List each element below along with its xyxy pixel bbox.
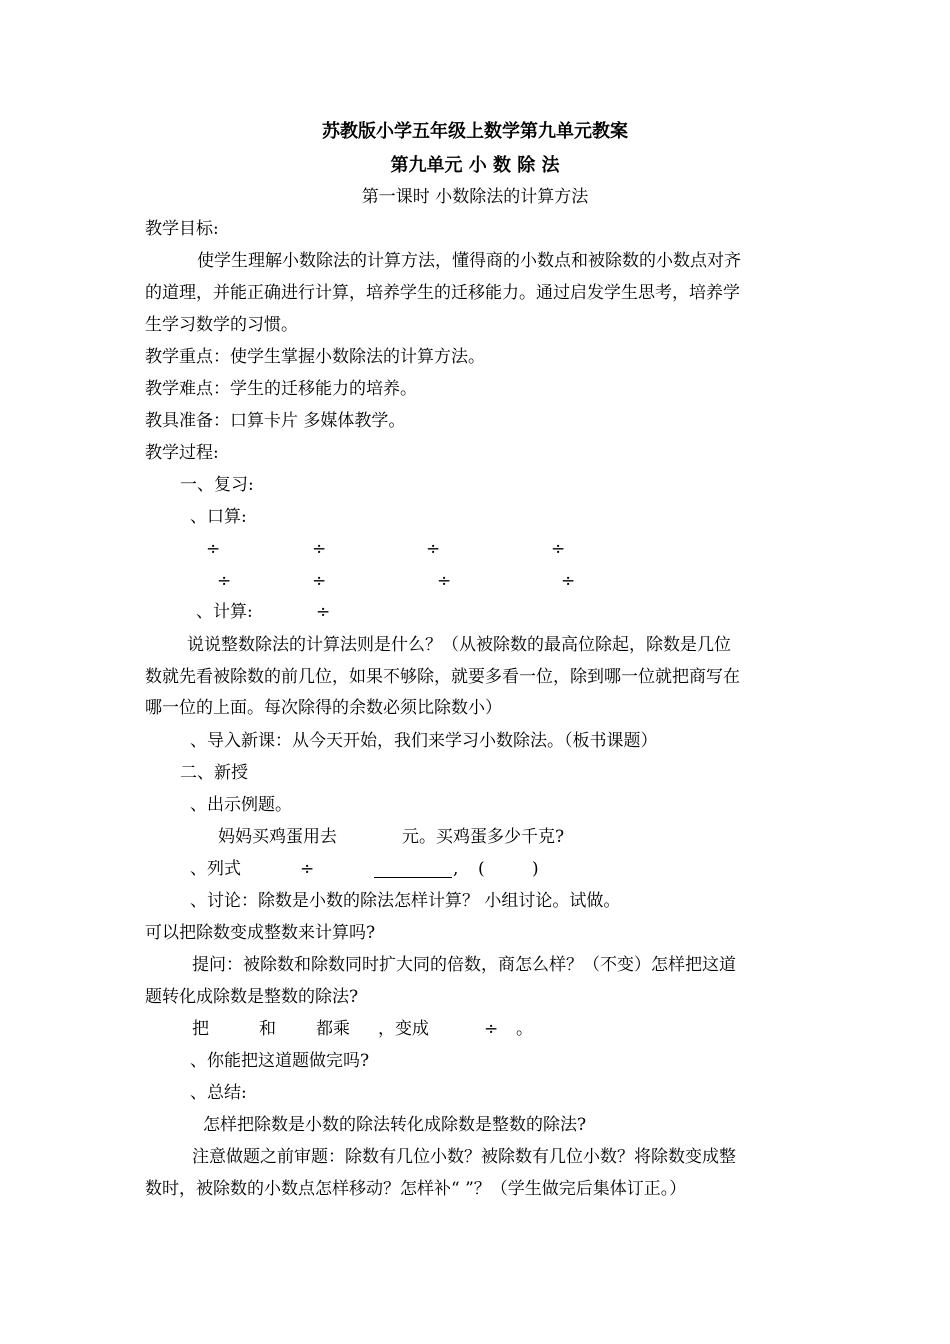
answer-blank bbox=[374, 876, 452, 878]
division-sign: ÷ bbox=[300, 859, 315, 879]
example-heading: 、出示例题。 bbox=[190, 795, 292, 815]
teaching-tools: 教具准备：口算卡片 多媒体教学。 bbox=[145, 411, 406, 431]
key-point: 教学重点：使学生掌握小数除法的计算方法。 bbox=[145, 347, 485, 367]
difficulty: 教学难点：学生的迁移能力的培养。 bbox=[145, 379, 417, 399]
fill-text: ，变成 bbox=[378, 1019, 429, 1039]
process-heading: 教学过程: bbox=[145, 443, 219, 463]
fill-text: 。 bbox=[516, 1019, 533, 1039]
rule-line: 数就先看被除数的前几位，如果不够除，就要多看一位，除到哪一位就把商写在 bbox=[145, 667, 740, 687]
paren-close: ) bbox=[532, 859, 539, 879]
oral-calc-heading: 、口算: bbox=[190, 507, 247, 527]
paren-open: ( bbox=[478, 859, 485, 879]
note-line: 注意做题之前审题：除数有几位小数？被除数有几位小数？将除数变成整 bbox=[192, 1147, 736, 1167]
rule-line: 哪一位的上面。每次除得的余数必须比除数小） bbox=[145, 698, 502, 718]
intro-new-lesson: 、导入新课：从今天开始，我们来学习小数除法。（板书课题） bbox=[190, 731, 658, 751]
ask-line: 提问：被除数和除数同时扩大同的倍数，商怎么样？（不变）怎样把这道 bbox=[192, 955, 736, 975]
lesson-title: 第一课时 小数除法的计算方法 bbox=[361, 187, 589, 207]
note-line: 数时，被除数的小数点怎样移动？怎样补“ ”？（学生做完后集体订正。） bbox=[145, 1179, 687, 1199]
formula-label: 、列式 bbox=[190, 859, 241, 879]
separator: , bbox=[453, 859, 459, 879]
division-sign: ÷ bbox=[206, 539, 221, 559]
document-title: 苏教版小学五年级上数学第九单元教案 bbox=[322, 121, 628, 142]
calc-heading: 、计算: bbox=[196, 602, 253, 622]
summary-question: 怎样把除数是小数的除法转化成除数是整数的除法? bbox=[203, 1115, 587, 1135]
fill-text: 和 bbox=[259, 1019, 276, 1039]
section-review: 一、复习: bbox=[180, 475, 254, 495]
goal-line: 的道理，并能正确进行计算，培养学生的迁移能力。通过启发学生思考，培养学 bbox=[145, 283, 740, 303]
ask-line: 题转化成除数是整数的除法? bbox=[145, 987, 359, 1007]
goal-line: 生学习数学的习惯。 bbox=[145, 315, 298, 335]
division-sign: ÷ bbox=[217, 571, 232, 591]
rule-line: 说说整数除法的计算法则是什么？（从被除数的最高位除起，除数是几位 bbox=[187, 635, 731, 655]
question-line: 可以把除数变成整数来计算吗? bbox=[145, 923, 376, 943]
division-sign: ÷ bbox=[316, 602, 331, 622]
discuss-line: 、讨论：除数是小数的除法怎样计算？ 小组讨论。试做。 bbox=[190, 891, 621, 911]
summary-heading: 、总结: bbox=[190, 1083, 247, 1103]
division-sign: ÷ bbox=[312, 571, 327, 591]
problem-text: 元。买鸡蛋多少千克? bbox=[402, 827, 565, 847]
can-finish-line: 、你能把这道题做完吗? bbox=[190, 1051, 370, 1071]
section-new: 二、新授 bbox=[180, 763, 248, 783]
unit-title: 第九单元 小 数 除 法 bbox=[390, 155, 560, 176]
division-sign: ÷ bbox=[551, 539, 566, 559]
division-sign: ÷ bbox=[561, 571, 576, 591]
goal-line: 使学生理解小数除法的计算方法，懂得商的小数点和被除数的小数点对齐 bbox=[197, 251, 741, 271]
goal-heading: 教学目标: bbox=[145, 219, 219, 239]
division-sign: ÷ bbox=[312, 539, 327, 559]
problem-text: 妈妈买鸡蛋用去 bbox=[218, 827, 337, 847]
fill-text: 都乘 bbox=[316, 1019, 350, 1039]
fill-text: 把 bbox=[192, 1019, 209, 1039]
division-sign: ÷ bbox=[426, 539, 441, 559]
division-sign: ÷ bbox=[437, 571, 452, 591]
division-sign: ÷ bbox=[484, 1019, 499, 1039]
